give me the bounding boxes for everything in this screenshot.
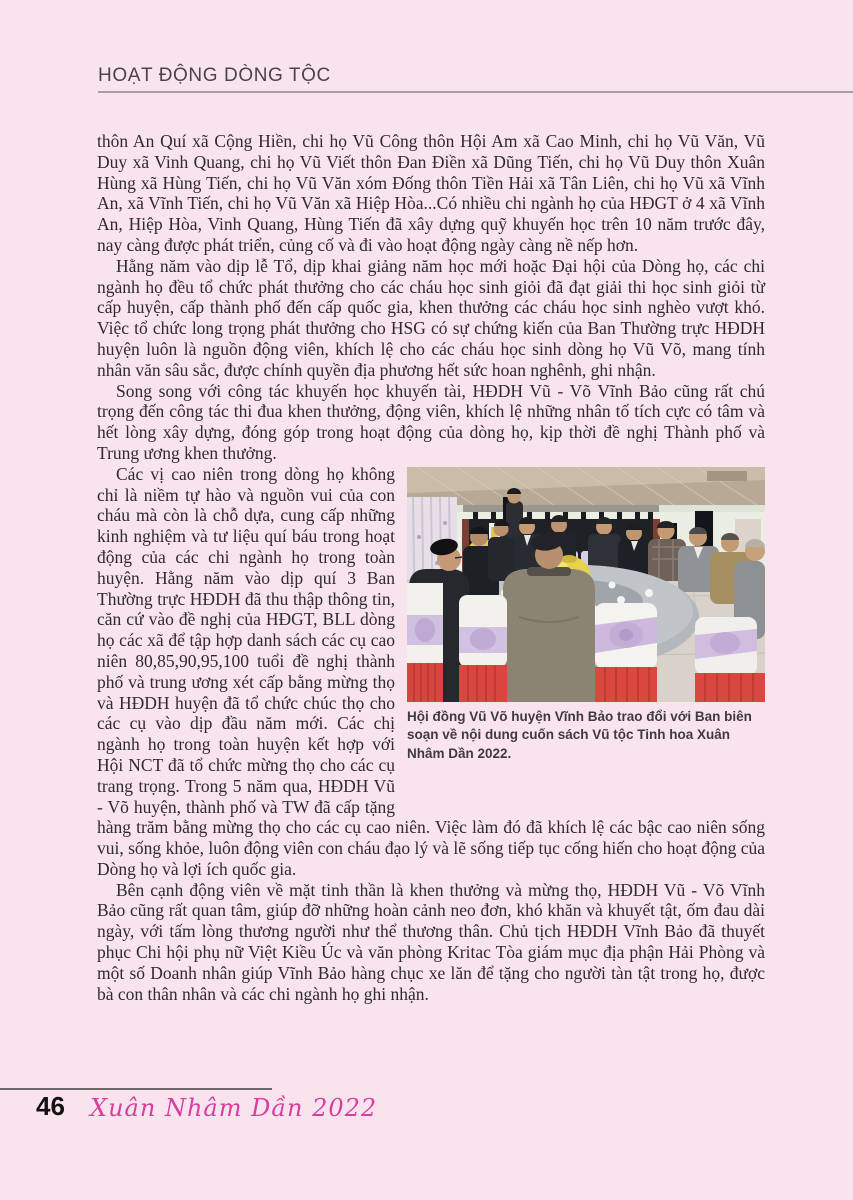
footer-divider	[0, 1088, 272, 1090]
edition-title: Xuân Nhâm Dần 2022	[90, 1094, 378, 1122]
header-divider	[98, 91, 853, 93]
meeting-photo-figure	[407, 467, 765, 764]
paragraph: thôn An Quí xã Cộng Hiền, chi họ Vũ Công thôn Hội Am xã Cao Minh, chi họ Vũ Văn, Vũ Duy xã Vinh Quang, chi họ Vũ Viết thôn Đan Điền xã Dũng Tiến, chi họ Vũ Duy thôn Xuân Hùng xã Hùng Tiến, chi họ Vũ Văn xóm Đống thôn Tiền Hải xã Tân Liên, chi họ Vũ xã Vĩnh An, xã Vĩnh Tiến, chi họ Vũ Văn xã Hiệp Hòa...Có nhiều chi ngành họ của HĐGT ở 4 xã Vĩnh An, Hiệp Hòa, Vinh Quang, Hùng Tiến đã xây dựng quỹ khuyến học trên 10 năm trước đây, nay càng được phát triển, củng cố và đi vào hoạt động ngày càng nề nếp hơn.	[97, 131, 765, 255]
paragraph: Các vị cao niên trong dòng họ không chỉ là niềm tự hào và nguồn vui của con cháu mà còn là chỗ dựa, cung cấp những kinh nghiệm và tư liệu quí báu trong hoạt động của các chi ngành họ trong toàn huyện. Hằng năm vào dịp quí 3 Ban Thường trực HĐDH đã thu thập thông tin, căn cứ vào đề nghị của HĐGT, BLL dòng họ các xã để tập hợp danh sách các cụ cao niên 80,85,90,95,100 tuổi đề nghị thành phố và trung ương xét cấp bằng mừng thọ và HĐDH huyện đã tổ chức chúc thọ cho các cụ vào dịp đầu năm mới. Các chị ngành họ trong toàn huyện kết hợp với Hội NCT đã tổ chức mừng thọ cho các cụ trang trọng. Trong 5 năm qua, HĐDH Vũ - Võ huyện, thành phố và TW đã cấp tặng hàng trăm bằng mừng thọ cho các cụ cao niên. Việc làm đó đã khích lệ các bậc cao niên sống vui, sống khỏe, luôn động viên con cháu đạo lý và lẽ sống tiếp tục cống hiến cho hoạt động của Dòng họ và lợi ích quốc gia.	[97, 463, 765, 879]
paragraph: Bên cạnh động viên về mặt tinh thần là khen thưởng và mừng thọ, HĐDH Vũ - Võ Vĩnh Bảo cũng rất quan tâm, giúp đỡ những hoàn cảnh neo đơn, khó khăn và khuyết tật, ốm đau dài ngày, với tấm lòng thương người như thể thương thân. Chủ tịch HĐDH Vĩnh Bảo đã thuyết phục Chi hội phụ nữ Việt Kiều Úc và văn phòng Kritac Tòa giám mục địa phận Hải Phòng và một số Doanh nhân giúp Vĩnh Bảo hàng chục xe lăn để tặng cho người tàn tật trong họ, được bà con thân nhân và các chi ngành họ ghi nhận.	[97, 879, 765, 1004]
article-body	[97, 131, 765, 1004]
banquet-meeting-photo	[407, 467, 765, 702]
photo-caption: Hội đồng Vũ Võ huyện Vĩnh Bảo trao đổi với Ban biên soạn về nội dung cuốn sách Vũ tộc Tinh hoa Xuân Nhâm Dần 2022.	[407, 708, 752, 761]
paragraph: Hằng năm vào dịp lễ Tổ, dịp khai giảng năm học mới hoặc Đại hội của Dòng họ, các chi ngành họ đều tổ chức phát thưởng cho các cháu học sinh giỏi đã đạt giải thi học sinh giỏi từ cấp huyện, cấp thành phố đến cấp quốc gia, khen thưởng các cháu học sinh nghèo vượt khó. Việc tổ chức long trọng phát thưởng cho HSG có sự chứng kiến của Ban Thường trực HĐDH huyện luôn là nguồn động viên, khích lệ cho các cháu học sinh dòng họ Vũ Võ, mang tính nhân văn sâu sắc, được chính quyền địa phương hết sức hoan nghênh, ghi nhận.	[97, 255, 765, 380]
paragraph: Song song với công tác khuyến học khuyến tài, HĐDH Vũ - Võ Vĩnh Bảo cũng rất chú trọng đến công tác thi đua khen thưởng, động viên, khích lệ những nhân tố tích cực có tâm và hết lòng xây dựng, đóng góp trong hoạt động của dòng họ, kịp thời đề nghị Thành phố và Trung ương khen thưởng.	[97, 380, 765, 463]
section-header: HOẠT ĐỘNG DÒNG TỘC	[98, 65, 331, 86]
page-number: 46	[36, 1091, 65, 1121]
